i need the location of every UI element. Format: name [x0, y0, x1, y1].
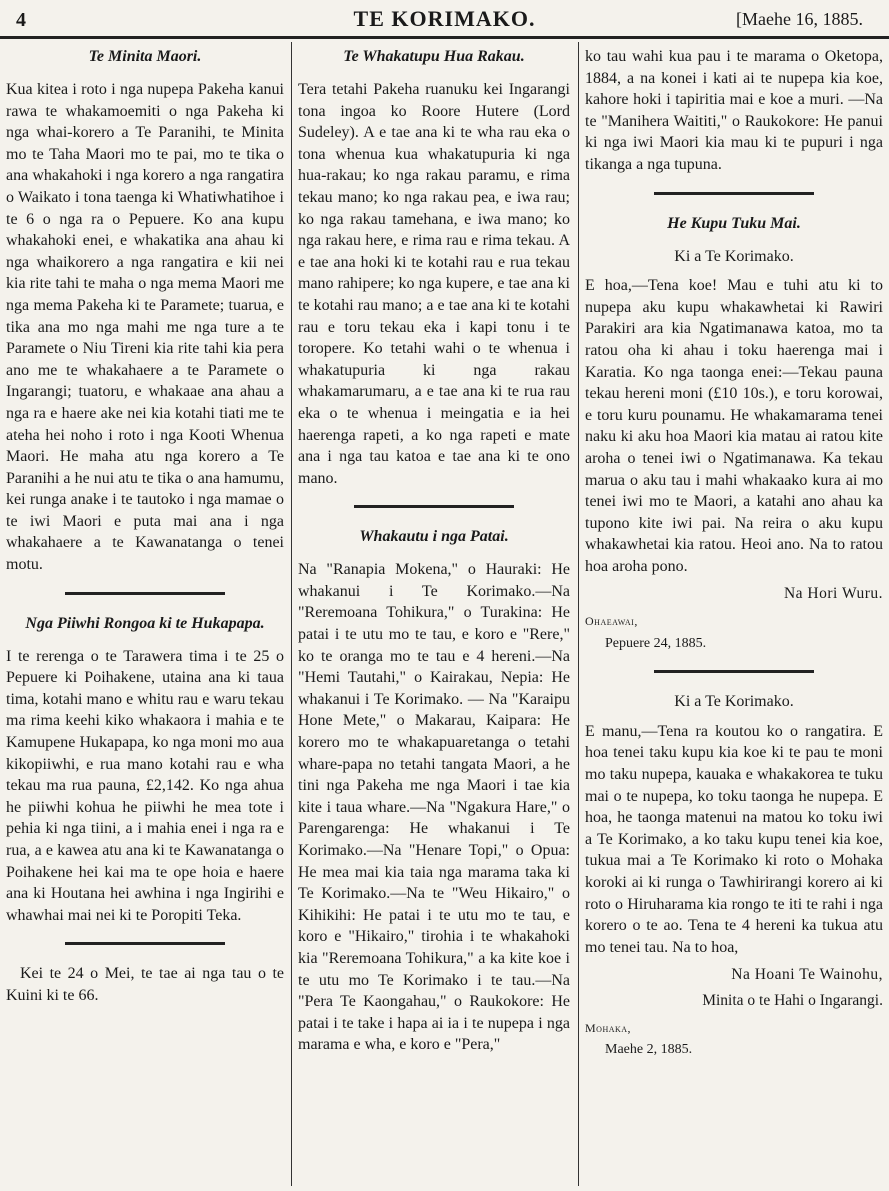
- article-body: I te rerenga o te Tarawera tima i te 25 o Pepuere ki Poihakene, utaina ana ki taua tima, kotahi mano e whitu rau e waru tekau ma rima keehi kiko whakaora i mahia e te Kamupene Hukapapa, ko nga moni mo aua kikopiiwhi, e rua mano kotahi rau e wha tekau ma rua pauna, £2,142. Ko nga ahua he piiwhi kohua he piiwhi he mea tote i pehia ki nga tiini, a i mahia enei i nga ra e rua, a e kawea atu ana ki te Kawanatanga o Poihakene hei kai ma te ope hoia e haere ana ki Houtana hei awhina i nga Ingirihi e whawhai mai nei ki te Poropiti Teka.: [6, 647, 284, 924]
- article-body: Tera tetahi Pakeha ruanuku kei Ingarangi tona ingoa ko Roore Hutere (Lord Sudeley). A e tae ana ki te wha rau eka o tona whenua kua whakatupuria ki nga hua-rakau; ko nga rakau paramu, e rima tekau mano; ko nga rakau pea, e iwa rau; ko nga rakau tamehana, e iwa mano; ko nga rakau here, e rima rau e rima tekau. A e tae ana hoki ki te kotahi rau e rua tekau mano rahipere; ko nga kupere, e tae ana ki te kotahi rau mano; a e tae ana ki te kotahi rau e toru tekau eka i kapi tonu i te toropere. Ko tetahi wahi o te whenua i whakatupuria ki nga rakau whakamarumaru, a e tae ana ki te rua rau eka o te whenua i meingatia e ia hei haerenga rapeti, a ko nga rapeti e mate ana i nga tau katoa e tae ana ki te ono mano.: [298, 81, 570, 487]
- letter-signature-title: Minita o te Hahi o Ingarangi.: [702, 991, 883, 1009]
- letter-body: E hoa,—Tena koe! Mau e tuhi atu ki to nupepa aku kupu whakawhetai ki Rawiri Parakiri ara kia Ngatimanawa katoa, mo ta ratou oha ki ahau i toku haerenga mai i Karatia. Ko nga taonga enei:—Tekau pauna tekau hereni moni (£10 10s.), e toru korowai, e toru kuru pounamu. He whakamarama tenei naku ki aku hoa Maori kia matau ai ratou kite aroha o tenei iwi o Ngatimanawa. Ka tekau marua o aku tau i mahi whakaako kura ai mo tenei iwi mo te Maori, a katahi ano ahau ka tupono kite iwi pai. Na reira o aku kupu whakawhetai kia ratou. Heoi ano. Na to ratou hoa aroha pono.: [585, 277, 883, 575]
- column-3: [585, 46, 883, 1186]
- section-separator: [354, 505, 514, 508]
- article-heading: Te Whakatupu Hua Rakau.: [343, 48, 525, 65]
- letter-place: Mohaka,: [585, 1020, 632, 1035]
- letter-date: Pepuere 24, 1885.: [605, 635, 707, 651]
- masthead: [0, 0, 889, 38]
- letter-address: Ki a Te Korimako.: [674, 247, 794, 265]
- newspaper-title: TE KORIMAKO.: [353, 6, 536, 31]
- letter-signature: Na Hoani Te Wainohu,: [731, 966, 883, 984]
- column-2: [298, 46, 570, 1186]
- article-heading: Te Minita Maori.: [88, 48, 202, 65]
- section-separator: [654, 192, 814, 195]
- column-divider: [578, 42, 579, 1186]
- article-body: Na "Ranapia Mokena," o Hauraki: He whakanui i Te Korimako.—Na "Reremoana Tohikura," o Turakina: He patai i te utu mo te tau, e koro e "Rere," ko te oranga mo te tau e 4 hereni.—Na "Hemi Tautahi," o Kairakau, Nepia: He whakanui i Te Korimako. — Na "Karaipu Hone Mete," o Makarau, Kaipara: He korero mo te whakapuaretanga o tetahi whare-papa no tetahi tangata Maori, a he tini nga Pakeha me nga Maori i tae kia kite i taua whare.—Na "Ngakura Hare," o Parengarenga: He whakanui i Te Korimako.—Na "Henare Topi," o Opua: He mea mai kia taia nga marama taka ki Te Korimako.—Na te "Weu Hikairo," o Kihikihi: He patai i te utu mo te tau, e koro e "Hikairo," tirohia i te whakahoki kia "Reremoana Tohikura," a ka kite koe i te utu mo Te Korimako i te tau.—Na "Pera Te Kaongahau," o Raukokore: He patai i te take i hapa ai ia i te nupepa i nga marama e wha, e koro e "Pera,": [298, 561, 570, 1054]
- letter-signature: Na Hori Wuru.: [783, 585, 883, 603]
- letter-date: Maehe 2, 1885.: [605, 1042, 693, 1058]
- page-number: 4: [16, 9, 26, 31]
- article-heading: Whakautu i nga Patai.: [359, 528, 509, 546]
- section-separator: [65, 942, 225, 945]
- section-separator: [654, 670, 814, 673]
- article-body: Kua kitea i roto i nga nupepa Pakeha kanui rawa te whakamoemiti o nga Pakeha ki nga whai-korero a Te Paranihi, te Minita mo te Taha Maori mo te pai, mo te tika o ana whakahoki i nga korero a nga rangatira o Waikato i tona taenga ki Whatiwhatihoe i te 6 o nga ra o Pepuere. Ko ana kupu whakahoki enei, e whakatika ana ahau ki nga whaikorero a nga rangatira e kii nei kia rite tahi te maha o nga mema Maori me nga mema Pakeha ki te Paramete; tuarua, e tika ana mo nga mahi me nga ture a te Paramete o Niu Tireni kia rite tahi kia pera ano me te whakahaere a te Paramete o Ingarangi; tuatoru, e whakaae ana ahau a nga ra e haere ake nei kia kotahi tiati me te ateha hei noho i roto i nga Kooti Whenua Maori. He maha atu nga korero a Te Paranihi a he nui atu te tika o ana hamumu, kei runga anake i te tautoko i nga mamae o te iwi Maori e puta mai ana i nga whakahaere a te Kawanatanga o tenei motu.: [6, 81, 284, 574]
- masthead-rule: [0, 38, 889, 39]
- issue-date: [Maehe 16, 1885.: [736, 9, 863, 29]
- column-1: [6, 46, 284, 1186]
- article-body: ko tau wahi kua pau i te marama o Oketopa, 1884, a na konei i kati ai te nupepa kia koe, kahore hoki i tapiritia mai e koe a muri. —Na te "Manihera Waititi," o Raukokore: He panui ki nga iwi Maori kia mau ki te pupuri i nga tikanga a nga tupuna.: [585, 48, 883, 173]
- letter-place: Ohaeawai,: [585, 614, 638, 629]
- article-heading: Nga Piiwhi Rongoa ki te Hukapapa.: [25, 614, 265, 632]
- letter-address: Ki a Te Korimako.: [674, 693, 794, 711]
- article-heading: He Kupu Tuku Mai.: [667, 214, 801, 232]
- column-divider: [291, 42, 292, 1186]
- section-separator: [65, 592, 225, 595]
- letter-body: E manu,—Tena ra koutou ko o rangatira. E hoa tenei taku kupu kia koe ki te pau te moni mo taku nupepa, kauaka e whakakorea te tuku mai o te nupepa, ko toku taonga he nupepa. E hoa, he taonga matenui na matou ko toku iwi a Te Korimako, a ko taku kupu tenei kia koe, tukua mai a Te Korimako ki roto o Mohaka koroki ai ki runga o Tawhirirangi korero ai ki roto o Hiruharama kia rongo te iti te rahi i nga korero o te ao. Tena te 4 hereni ka tukua atu mo tenei tau. Na to hoa,: [585, 722, 883, 956]
- article-body: Kei te 24 o Mei, te tae ai nga tau o te Kuini ki te 66.: [6, 965, 284, 1004]
